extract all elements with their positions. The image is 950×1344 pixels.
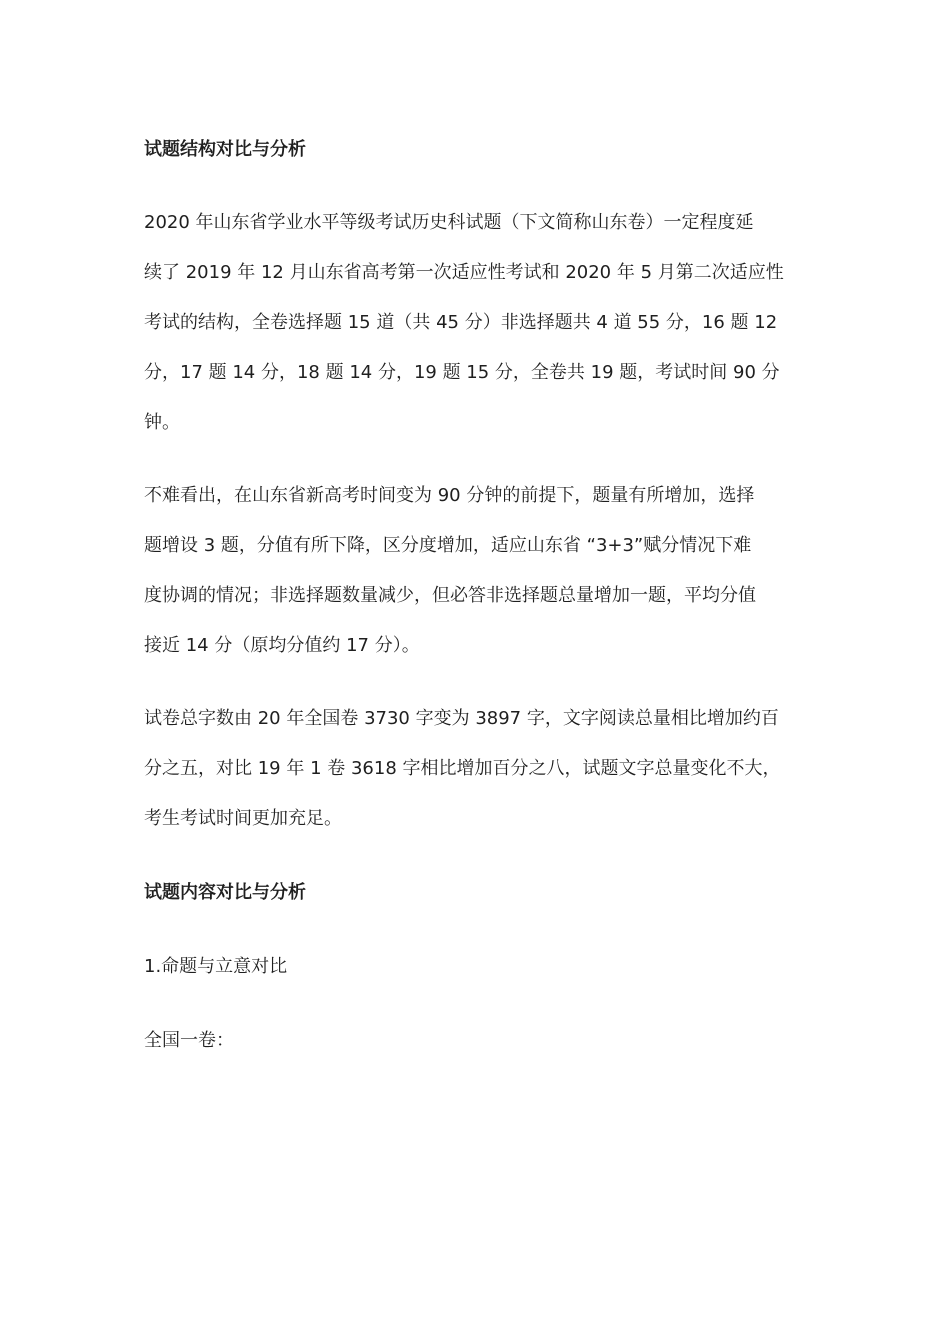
paragraph-structure-intro [144,198,814,448]
paragraph-line: 续了 2019 年 12 月山东省高考第一次适应性考试和 2020 年 5 月第二次适应性 [144,262,784,283]
paragraph-line: 接近 14 分（原均分值约 17 分）。 [144,635,420,656]
paragraph-line: 试卷总字数由 20 年全国卷 3730 字变为 3897 字，文字阅读总量相比增加约百 [144,708,779,729]
paragraph-line: 考试的结构，全卷选择题 15 道（共 45 分）非选择题共 4 道 55 分，16 题 12 [144,312,778,333]
label-national-paper: 全国一卷： [144,1030,234,1051]
paragraph-line: 题增设 3 题，分值有所下降，区分度增加，适应山东省 “3+3”赋分情况下难 [144,535,752,556]
paragraph-line: 分，17 题 14 分，18 题 14 分，19 题 15 分，全卷共 19 题，考试时间 90 分 [144,362,780,383]
paragraph-line: 分之五，对比 19 年 1 卷 3618 字相比增加百分之八，试题文字总量变化不大， [144,758,781,779]
paragraph-word-count [144,694,814,844]
section-heading-structure: 试题结构对比与分析 [144,139,306,160]
subheading-proposition: 1.命题与立意对比 [144,956,288,977]
section-heading-content: 试题内容对比与分析 [144,882,306,903]
paragraph-line: 考生考试时间更加充足。 [144,808,342,829]
paragraph-line: 2020 年山东省学业水平等级考试历史科试题（下文简称山东卷）一定程度延 [144,212,754,233]
paragraph-structure-analysis [144,471,814,671]
paragraph-line: 不难看出，在山东省新高考时间变为 90 分钟的前提下，题量有所增加，选择 [144,485,755,506]
paragraph-line: 度协调的情况；非选择题数量减少，但必答非选择题总量增加一题，平均分值 [144,585,756,606]
paragraph-line: 钟。 [144,412,180,433]
